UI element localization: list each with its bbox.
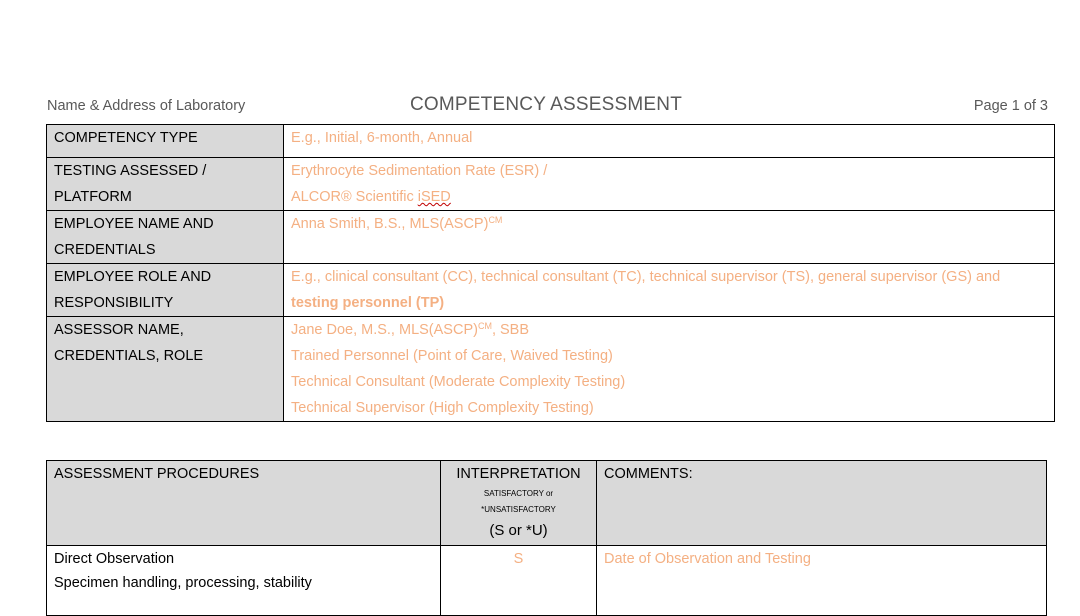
procedures-header: ASSESSMENT PROCEDURES bbox=[47, 461, 441, 546]
assessor-line-2: Trained Personnel (Point of Care, Waived Testing) bbox=[291, 348, 613, 364]
competency-type-label: COMPETENCY TYPE bbox=[47, 125, 284, 158]
testing-line-2 bbox=[291, 184, 1047, 210]
employee-name-value[interactable] bbox=[284, 211, 1055, 264]
employee-role-value[interactable] bbox=[284, 264, 1055, 317]
employee-name-label: EMPLOYEE NAME AND CREDENTIALS bbox=[47, 211, 284, 264]
interpretation-sub-3: (S or *U) bbox=[489, 522, 548, 539]
table-row bbox=[47, 125, 1055, 158]
assessor-line-1 bbox=[291, 317, 1047, 343]
lab-name-label: Name & Address of Laboratory bbox=[47, 98, 246, 114]
table-row bbox=[47, 264, 1055, 317]
table-row bbox=[47, 158, 1055, 211]
document-title: COMPETENCY ASSESSMENT bbox=[410, 94, 683, 115]
interpretation-value[interactable]: S bbox=[441, 546, 597, 616]
procedure-detail: Specimen handling, processing, stability bbox=[54, 575, 312, 591]
table-row bbox=[47, 546, 1047, 616]
page-number: Page 1 of 3 bbox=[973, 98, 1048, 114]
interpretation-title: INTERPRETATION bbox=[456, 466, 581, 482]
assessor-credential-sup: CM bbox=[477, 321, 492, 331]
assessor-name: Jane Doe, M.S., MLS(ASCP) bbox=[291, 322, 478, 338]
assessment-procedures-table bbox=[46, 460, 1047, 616]
comment-value[interactable]: Date of Observation and Testing bbox=[597, 546, 1047, 616]
assessor-line-3: Technical Consultant (Moderate Complexity Testing) bbox=[291, 374, 626, 390]
competency-type-value[interactable]: E.g., Initial, 6-month, Annual bbox=[284, 125, 1055, 158]
interpretation-header bbox=[441, 461, 597, 546]
assessor-extra: , SBB bbox=[491, 322, 530, 338]
assessor-label: ASSESSOR NAME, CREDENTIALS, ROLE bbox=[47, 317, 284, 422]
table-row bbox=[47, 317, 1055, 422]
interpretation-sub-2: *UNSATISFACTORY bbox=[481, 505, 556, 514]
platform-text: ALCOR® Scientific bbox=[291, 189, 418, 205]
employee-name-text: Anna Smith, B.S., MLS(ASCP) bbox=[291, 216, 489, 232]
role-text-bold: testing personnel (TP) bbox=[291, 295, 445, 311]
testing-assessed-value[interactable] bbox=[284, 158, 1055, 211]
competency-info-table bbox=[46, 124, 1055, 422]
assessor-value[interactable] bbox=[284, 317, 1055, 422]
comments-header: COMMENTS: bbox=[597, 461, 1047, 546]
page-header bbox=[47, 94, 1048, 118]
procedure-title: Direct Observation bbox=[54, 551, 175, 567]
table-header-row bbox=[47, 461, 1047, 546]
employee-credential-sup: CM bbox=[488, 215, 503, 225]
testing-line-1: Erythrocyte Sedimentation Rate (ESR) / bbox=[291, 163, 548, 179]
table-row bbox=[47, 211, 1055, 264]
testing-assessed-label: TESTING ASSESSED / PLATFORM bbox=[47, 158, 284, 211]
assessor-line-4: Technical Supervisor (High Complexity Testing) bbox=[291, 400, 594, 416]
employee-role-label: EMPLOYEE ROLE AND RESPONSIBILITY bbox=[47, 264, 284, 317]
platform-model: iSED bbox=[417, 189, 451, 205]
procedure-cell bbox=[47, 546, 441, 616]
interpretation-sub-1: SATISFACTORY or bbox=[483, 489, 554, 498]
role-text: E.g., clinical consultant (CC), technical consultant (TC), technical supervisor (TS), general supervisor (GS) and bbox=[291, 269, 1001, 285]
